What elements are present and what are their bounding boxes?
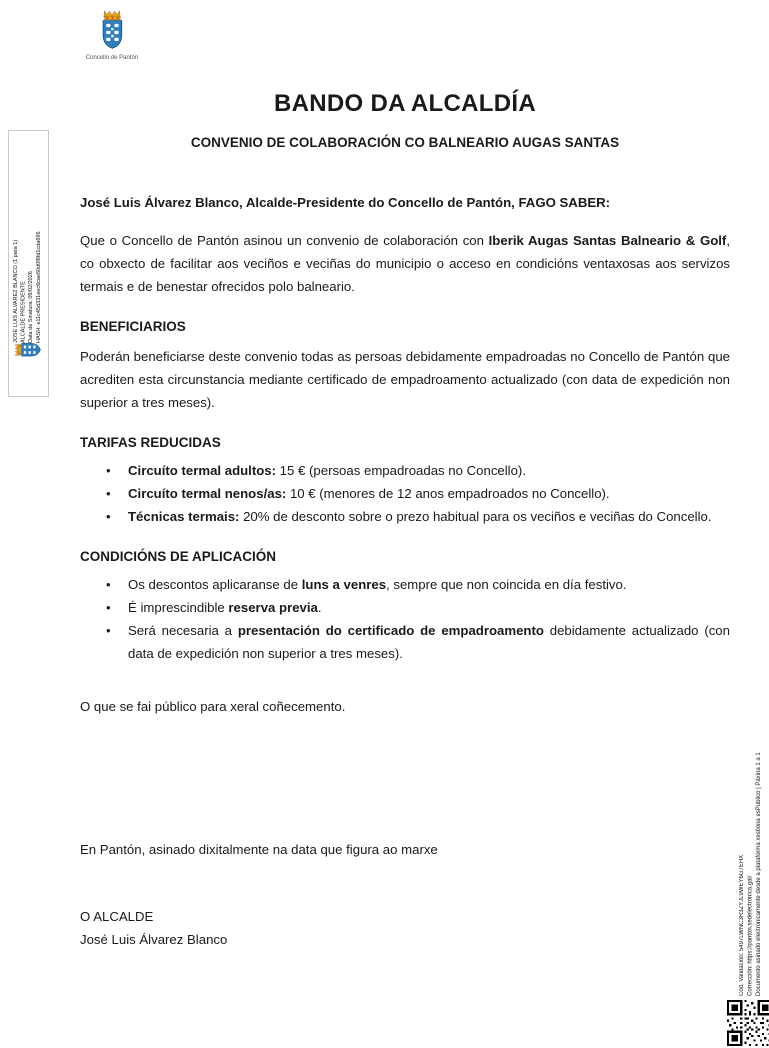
- validation-strip: [738, 618, 766, 996]
- condicion-reserva-bold: reserva previa: [228, 600, 318, 615]
- stamp-line-signer: JOSE LUIS ALVAREZ BLANCO (1 para 1): [13, 239, 19, 343]
- tarifa-nenos-label: Circuíto termal nenos/as:: [128, 486, 287, 501]
- paragraph-beneficiarios: Poderán beneficiarse deste convenio todas as persoas debidamente empadroadas no Concello de Pantón que acrediten esta circunstancia mediante certificado de empadroamento actualizado (con data de expedición non superior a tres meses).: [80, 349, 730, 410]
- condicion-dias-pre: Os descontos aplicaranse de: [128, 577, 302, 592]
- intro-statement: José Luis Álvarez Blanco, Alcalde-Presidente do Concello de Pantón, FAGO SABER:: [80, 195, 611, 210]
- stamp-line-date: Data de Sinatura: 09/02/2026: [28, 271, 35, 343]
- condicion-reserva-post: .: [317, 600, 322, 615]
- paragraph-convenio: [80, 229, 730, 298]
- list-item-condicion-certificado: [80, 619, 730, 665]
- paragraph-convenio-post: , co obxecto de facilitar aos veciños e veciñas do municipio o acceso en condicións ventaxosas aos servizos termais e de benestar ofrecidos polo balneario.: [80, 233, 730, 294]
- signature-stamp-box: [8, 130, 49, 397]
- validation-url-line: Corrección: https://panton.sedelectronica.gal/: [747, 875, 754, 996]
- condicions-list: [80, 573, 730, 665]
- tarifa-tecnicas-label: Técnicas termais:: [128, 509, 240, 524]
- stamp-line-role: ALCALDE PRESIDENTE: [20, 281, 27, 343]
- condicion-certificado-pre: Será necesaria a: [128, 623, 238, 638]
- list-item-tarifa-adultos: [80, 459, 730, 482]
- tarifa-tecnicas-value: 20% de desconto sobre o prezo habitual para os veciños e veciñas do Concello.: [239, 509, 712, 524]
- document-body: [80, 90, 730, 951]
- signature-stamp-text: [13, 143, 45, 343]
- page-subtitle: CONVENIO DE COLABORACIÓN CO BALNEARIO AUGAS SANTAS: [190, 135, 620, 150]
- municipality-logo: [82, 8, 142, 61]
- heading-tarifas: TARIFAS REDUCIDAS: [80, 435, 221, 450]
- paragraph-convenio-pre: Que o Concello de Pantón asinou un convenio de colaboración con: [80, 233, 489, 248]
- list-item-condicion-reserva: [80, 596, 730, 619]
- page-title: BANDO DA ALCALDÍA: [274, 90, 536, 117]
- signature-role: O ALCALDE: [80, 909, 154, 924]
- validation-platform-line: Documento asinado electronicamente desde a plataforma xestiona esPublico | Páxina 1 a 1: [756, 752, 763, 996]
- heading-condicions: CONDICIÓNS DE APLICACIÓN: [80, 549, 277, 564]
- tarifas-list: [80, 459, 730, 528]
- list-item-tarifa-tecnicas: [80, 505, 730, 528]
- logo-caption: Concello de Pantón: [85, 55, 139, 61]
- list-item-condicion-dias: [80, 573, 730, 596]
- condicion-dias-bold: luns a venres: [301, 577, 387, 592]
- tarifa-adultos-label: Circuíto termal adultos:: [128, 463, 277, 478]
- stamp-line-hash: HASH: e11c45d331eec6cae60d0f8fd1cda696: [35, 231, 42, 343]
- tarifa-adultos-value: 15 € (persoas empadroadas no Concello).: [276, 463, 526, 478]
- tarifa-nenos-value: 10 € (menores de 12 anos empadroados no Concello).: [286, 486, 610, 501]
- condicion-reserva-pre: É imprescindible: [128, 600, 229, 615]
- paragraph-convenio-bold: Iberik Augas Santas Balneario & Golf: [488, 233, 727, 248]
- coat-of-arms-icon: [82, 8, 142, 52]
- condicion-dias-post: , sempre que non coincida en día festivo.: [386, 577, 627, 592]
- signature-place-note: En Pantón, asinado dixitalmente na data que figura ao marxe: [80, 842, 438, 857]
- condicion-certificado-bold: presentación do certificado de empadroamento: [237, 623, 544, 638]
- qr-code-icon: [727, 1000, 769, 1046]
- validation-code-line: Cod. Validación: 5497LWNC3R3ZYJL9WEY6G7EHX: [739, 854, 745, 996]
- signature-name: José Luis Álvarez Blanco: [80, 932, 228, 947]
- coat-of-arms-small-icon: [15, 335, 45, 365]
- closing-statement: O que se fai público para xeral coñecemento.: [80, 699, 346, 714]
- heading-beneficiarios: BENEFICIARIOS: [80, 319, 186, 334]
- condicion-certificado-post: debidamente actualizado (con data de expedición non superior a tres meses).: [128, 623, 730, 661]
- list-item-tarifa-nenos: [80, 482, 730, 505]
